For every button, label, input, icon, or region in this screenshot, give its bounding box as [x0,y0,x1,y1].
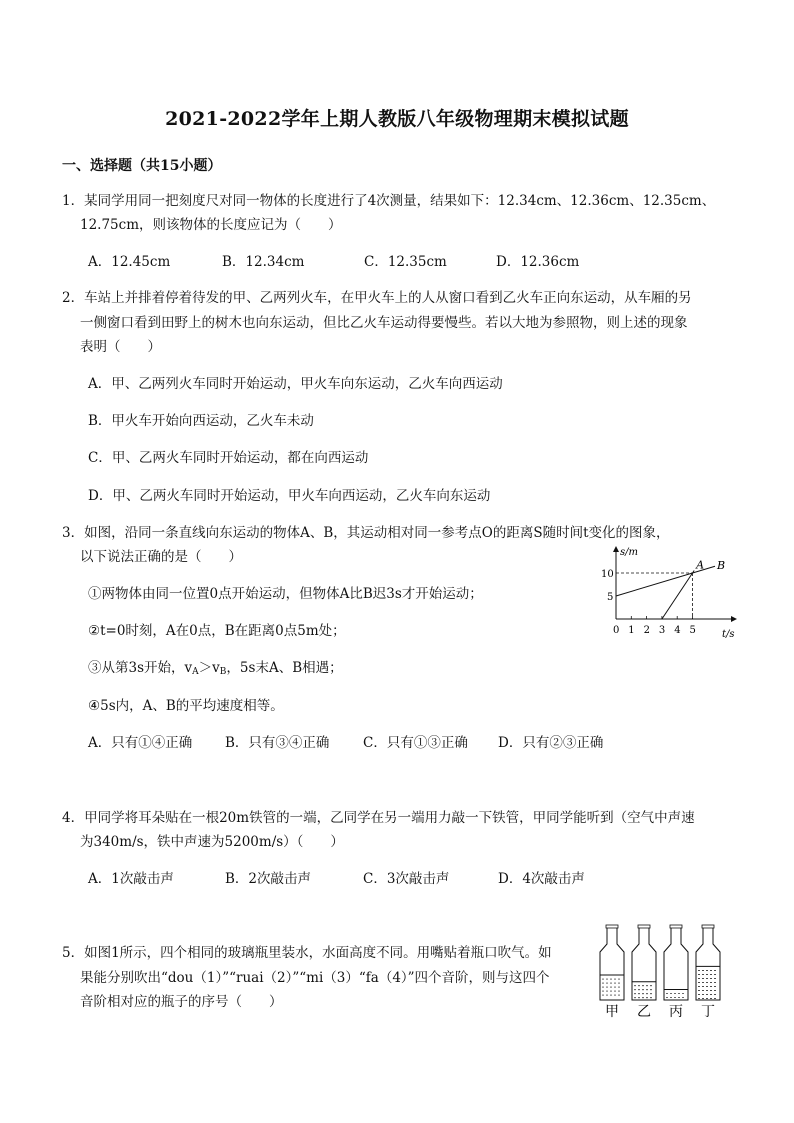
question-1-line-1: 1．某同学用同一把刻度尺对同一物体的长度进行了4次测量，结果如下：12.34cm、12.36cm、12.35cm、 [62,193,716,209]
question-5-line-3: 音阶相对应的瓶子的序号（ ） [80,994,283,1010]
question-2-line-1: 2．车站上并排着停着待发的甲、乙两列火车，在甲火车上的人从窗口看到乙火车正向东运动，从车厢的另 [62,290,692,306]
graph-x-tick-5: 5 [689,625,696,636]
graph-x-tick-1: 1 [628,625,635,636]
question-3-option-a[interactable]: A．只有①④正确 [88,735,193,751]
question-2-option-b[interactable]: B．甲火车开始向西运动，乙火车未动 [88,413,314,429]
question-4-line-2: 为340m/s，铁中声速为5200m/s）（ ） [80,834,344,850]
graph-line-B [616,566,715,596]
bottle-outline [632,928,656,1000]
graph-series-label-A: A [696,558,705,572]
question-3-option-b[interactable]: B．只有③④正确 [225,735,330,751]
bottle-rim [702,925,714,928]
graph-x-tick-3: 3 [658,625,666,636]
question-2-option-a[interactable]: A．甲、乙两列火车同时开始运动，甲火车向东运动，乙火车向西运动 [88,376,503,392]
question-3-statement-1: ①两物体由同一位置0点开始运动，但物体A比B迟3s才开始运动； [88,586,483,602]
graph-x-tick-4: 4 [674,625,681,636]
bottle-label-bing: 丙 [669,1004,683,1020]
bottle-outline [600,928,624,1000]
question-3-option-c[interactable]: C．只有①③正确 [363,735,468,751]
question-4-option-b[interactable]: B．2次敲击声 [225,871,312,887]
question-4-option-d[interactable]: D．4次敲击声 [498,871,585,887]
question-1-option-c[interactable]: C．12.35cm [364,254,447,270]
bottle-label-jia: 甲 [605,1004,619,1020]
question-1-option-d[interactable]: D．12.36cm [496,254,580,270]
graph-y-tick-10: 10 [601,569,614,580]
question-2-option-d[interactable]: D．甲、乙两火车同时开始运动，甲火车向西运动，乙火车向东运动 [88,488,491,504]
graph-y-label: s/m [620,547,638,558]
bottle-rim [670,925,682,928]
question-4-option-c[interactable]: C．3次敲击声 [363,871,450,887]
bottles-figure [594,922,734,1022]
graph-x-tick-2: 2 [643,625,650,636]
bottle-rim [606,925,618,928]
page-title: 2021-2022学年上期人教版八年级物理期末模拟试题 [165,108,629,130]
question-3-line-2: 以下说法正确的是（ ） [80,549,242,565]
question-3-option-d[interactable]: D．只有②③正确 [498,735,604,751]
bottle-label-ding: 丁 [701,1004,715,1020]
question-4-option-a[interactable]: A．1次敲击声 [88,871,174,887]
question-1-option-b[interactable]: B．12.34cm [222,254,305,270]
question-5-line-2: 果能分别吹出“dou（1）”“ruai（2）”“mi（3）“fa（4）”四个音阶，则与这四个 [80,970,550,986]
graph-x-label: t/s [722,629,735,640]
bottle-jia [600,925,624,1020]
question-1-line-2: 12.75cm，则该物体的长度应记为（ ） [80,217,342,233]
question-1-option-a[interactable]: A．12.45cm [88,254,171,270]
graph-y-tick-5: 5 [607,592,614,603]
bottle-rim [638,925,650,928]
bottle-yi [632,925,656,1020]
st-graph [600,543,750,643]
bottle-label-yi: 乙 [637,1004,651,1020]
question-3-statement-2: ②t=0时刻，A在0点，B在距离0点5m处； [88,623,346,639]
graph-series-label-B: B [717,559,726,573]
question-3-line-1: 3．如图，沿同一条直线向东运动的物体A、B，其运动相对同一参考点O的距离S随时间t变化的图象， [62,525,670,541]
bottle-bing [664,925,688,1020]
question-2-line-2: 一侧窗口看到田野上的树木也向东运动，但比乙火车运动得要慢些。若以大地为参照物，则上述的现象 [80,315,688,331]
question-4-line-1: 4．甲同学将耳朵贴在一根20m铁管的一端，乙同学在另一端用力敲一下铁管，甲同学能听到（空气中声速 [62,810,695,826]
question-3-statement-4: ④5s内，A、B的平均速度相等。 [88,698,284,714]
question-3-statement-3: ③从第3s开始，$v_A>v_B$，5s末A、B相遇； [88,660,343,677]
question-5-line-1: 5．如图1所示，四个相同的玻璃瓶里装水，水面高度不同。用嘴贴着瓶口吹气。如 [62,945,552,961]
section-heading: 一、选择题（共15小题） [62,158,222,174]
graph-x-tick-0: 0 [613,625,620,636]
bottle-ding [696,925,720,1020]
bottle-outline [696,928,720,1000]
question-2-line-3: 表明（ ） [80,339,161,355]
question-2-option-c[interactable]: C．甲、乙两火车同时开始运动，都在向西运动 [88,450,369,466]
